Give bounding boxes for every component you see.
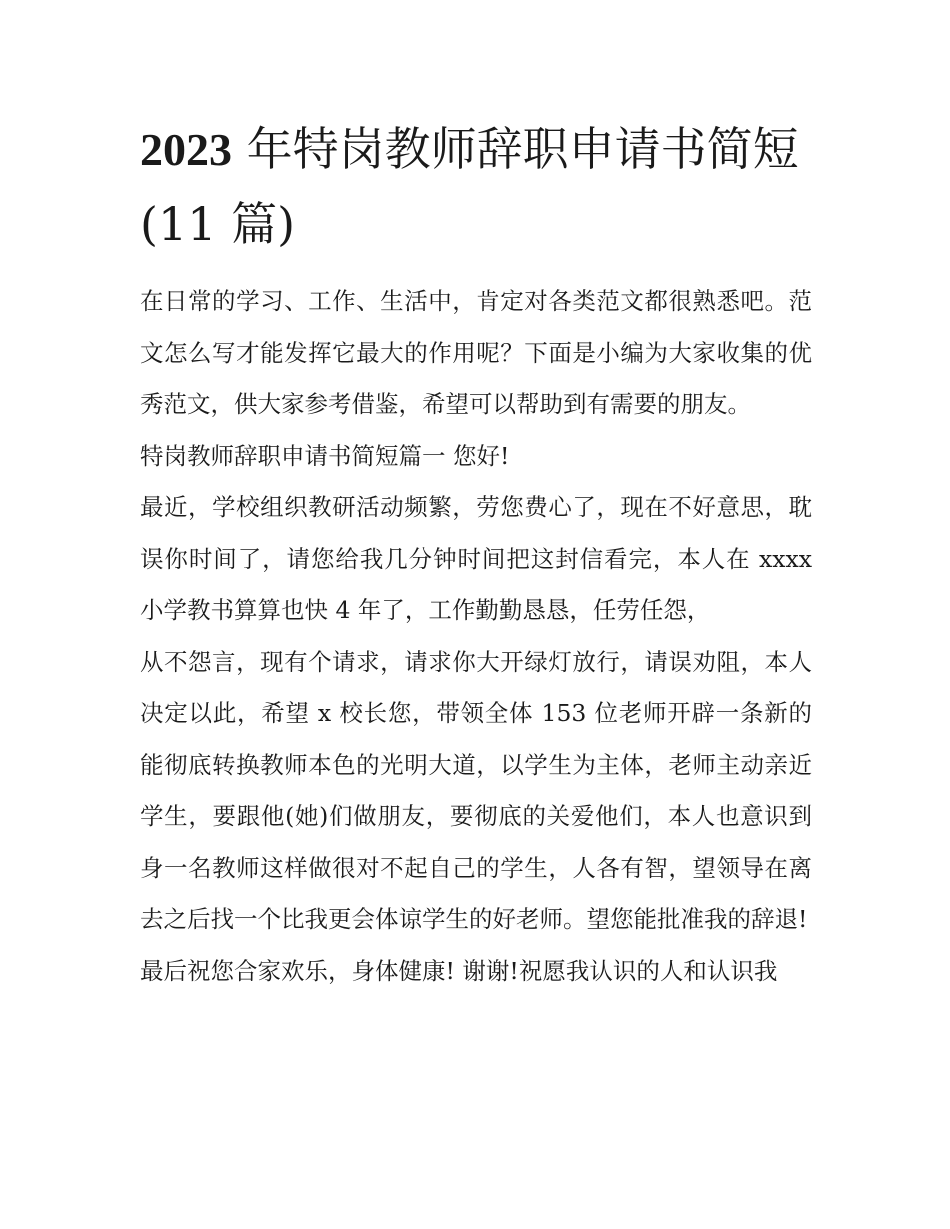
section-heading-paragraph: 特岗教师辞职申请书简短篇一 您好! bbox=[140, 441, 510, 470]
document-title bbox=[140, 112, 820, 261]
body-paragraph: 从不怨言，现有个请求，请求你大开绿灯放行，请误劝阻，本人决定以此，希望 x 校长您，带领全体 153 位老师开辟一条新的能彻底转换教师本色的光明大道，以学生为主体，老师主动亲近学生，要跟他(她)们做朋友，要彻底的关爱他们，本人也意识到身一名教师这样做很对不起自己的学生，人各有智，望领导在离去之后找一个比我更会体谅学生的好老师。望您能批准我的辞退! bbox=[140, 647, 812, 933]
body-paragraph: 最近，学校组织教研活动频繁，劳您费心了，现在不好意思，耽误你时间了，请您给我几分钟时间把这封信看完，本人在 xxxx 小学教书算算也快 4 年了，工作勤勤恳恳，任劳任怨， bbox=[140, 493, 812, 624]
closing-paragraph: 最后祝您合家欢乐，身体健康! 谢谢!祝愿我认识的人和认识我 bbox=[140, 956, 778, 985]
title-year: 2023 bbox=[140, 124, 232, 175]
title-text: 年特岗教师辞职申请书简短(11 篇) bbox=[140, 122, 799, 251]
intro-paragraph: 在日常的学习、工作、生活中，肯定对各类范文都很熟悉吧。范文怎么写才能发挥它最大的作用呢？下面是小编为大家收集的优秀范文，供大家参考借鉴，希望可以帮助到有需要的朋友。 bbox=[140, 287, 812, 418]
document-body bbox=[140, 276, 812, 997]
